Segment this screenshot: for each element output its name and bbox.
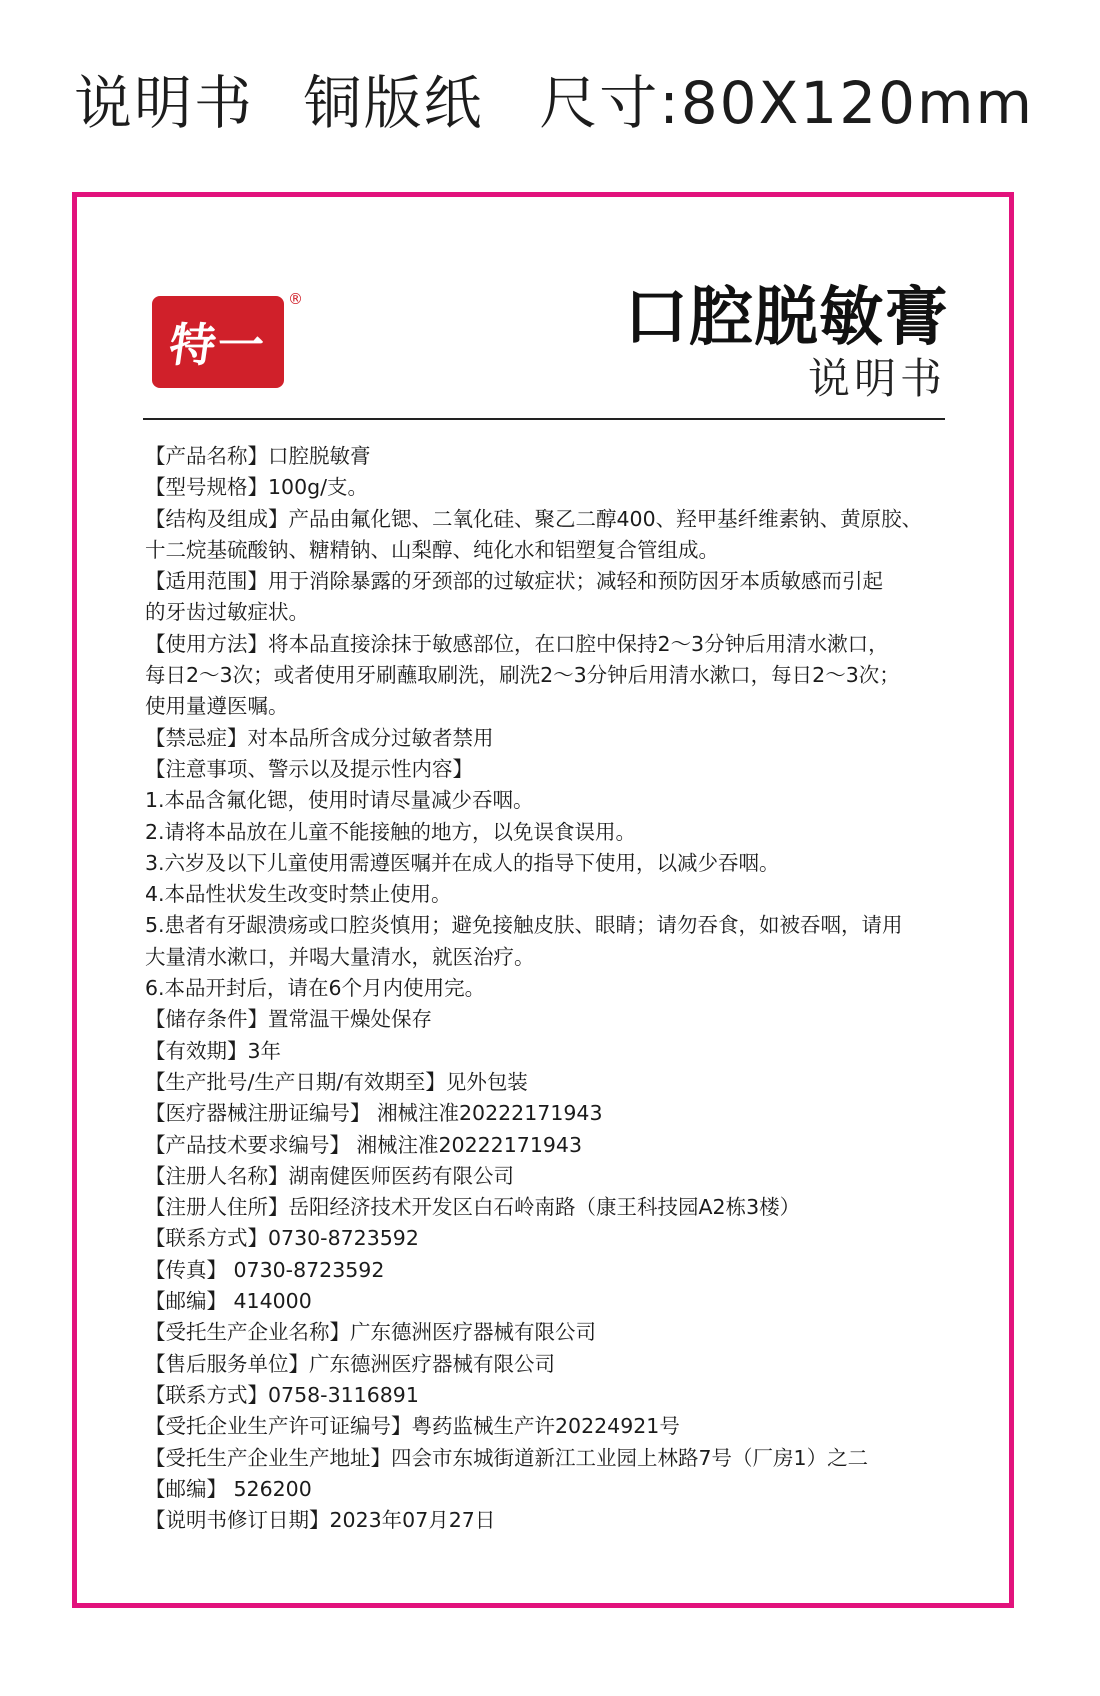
instruction-line: 3.六岁及以下儿童使用需遵医嘱并在成人的指导下使用，以减少吞咽。 (145, 850, 780, 875)
instruction-line: 每日2～3次；或者使用牙刷蘸取刷洗，刷洗2～3分钟后用清水漱口，每日2～3次； (145, 663, 900, 688)
brand-logo (152, 296, 284, 388)
instruction-line: 【邮编】 414000 (145, 1289, 312, 1314)
instruction-line: 大量清水漱口，并喝大量清水，就医治疗。 (145, 944, 535, 969)
instruction-line: 【注意事项、警示以及提示性内容】 (145, 756, 473, 781)
instruction-line: 4.本品性状发生改变时禁止使用。 (145, 882, 452, 907)
instruction-line: 【产品名称】口腔脱敏膏 (145, 444, 371, 468)
instruction-line: 十二烷基硫酸钠、糖精钠、山梨醇、纯化水和铝塑复合管组成。 (145, 537, 719, 562)
instruction-line: 【储存条件】置常温干燥处保存 (145, 1007, 432, 1032)
spec-paper-type: 铜版纸 (303, 69, 484, 137)
instruction-line: 【受托生产企业生产地址】四会市东城街道新江工业园上林路7号（厂房1）之二 (145, 1445, 869, 1470)
instruction-line: 【结构及组成】产品由氟化锶、二氧化硅、聚乙二醇400、羟甲基纤维素钠、黄原胶、 (145, 506, 923, 531)
instruction-line: 1.本品含氟化锶，使用时请尽量减少吞咽。 (145, 788, 534, 813)
instruction-line: 【产品技术要求编号】 湘械注准20222171943 (145, 1132, 582, 1157)
instruction-line: 【型号规格】100g/支。 (145, 475, 369, 500)
product-title: 口腔脱敏膏 (624, 281, 949, 355)
instruction-line: 【注册人名称】湖南健医师医药有限公司 (145, 1163, 514, 1188)
instruction-line: 【使用方法】将本品直接涂抹于敏感部位，在口腔中保持2～3分钟后用清水漱口， (145, 631, 889, 656)
instruction-line: 【受托生产企业名称】广东德洲医疗器械有限公司 (145, 1320, 596, 1345)
instruction-line: 【注册人住所】岳阳经济技术开发区白石岭南路（康王科技园A2栋3楼） (145, 1195, 801, 1220)
instruction-line: 的牙齿过敏症状。 (145, 600, 309, 625)
spec-size: 尺寸:80X120mm (539, 69, 1034, 137)
instruction-line: 6.本品开封后，请在6个月内使用完。 (145, 976, 486, 1001)
instruction-line: 【传真】 0730-8723592 (145, 1257, 385, 1282)
instruction-line: 【售后服务单位】广东德洲医疗器械有限公司 (145, 1351, 555, 1376)
instruction-body (145, 441, 945, 1536)
instruction-line: 【联系方式】0758-3116891 (145, 1382, 419, 1407)
instruction-line: 2.请将本品放在儿童不能接触的地方，以免误食误用。 (145, 819, 637, 844)
brand-logo-text: 特一 (165, 318, 270, 372)
instruction-line: 【禁忌症】对本品所含成分过敏者禁用 (145, 725, 494, 750)
registered-mark: ® (288, 290, 303, 308)
instruction-line: 【联系方式】0730-8723592 (145, 1226, 419, 1251)
spec-doc-type: 说明书 (74, 69, 255, 137)
instruction-line: 5.患者有牙龈溃疡或口腔炎慎用；避免接触皮肤、眼睛；请勿吞食，如被吞咽，请用 (145, 913, 903, 938)
title-divider (143, 418, 945, 420)
instruction-line: 【有效期】3年 (145, 1038, 282, 1063)
product-subtitle: 说明书 (807, 354, 946, 403)
print-spec-header (74, 58, 1034, 138)
instruction-line: 【邮编】 526200 (145, 1476, 312, 1501)
instruction-line: 使用量遵医嘱。 (145, 694, 289, 719)
instruction-line: 【医疗器械注册证编号】 湘械注准20222171943 (145, 1101, 603, 1126)
instruction-line: 【说明书修订日期】2023年07月27日 (145, 1508, 496, 1533)
instruction-line: 【生产批号/生产日期/有效期至】见外包装 (145, 1069, 528, 1094)
instruction-line: 【适用范围】用于消除暴露的牙颈部的过敏症状；减轻和预防因牙本质敏感而引起 (145, 569, 883, 594)
instruction-line: 【受托企业生产许可证编号】粤药监械生产许20224921号 (145, 1414, 680, 1439)
